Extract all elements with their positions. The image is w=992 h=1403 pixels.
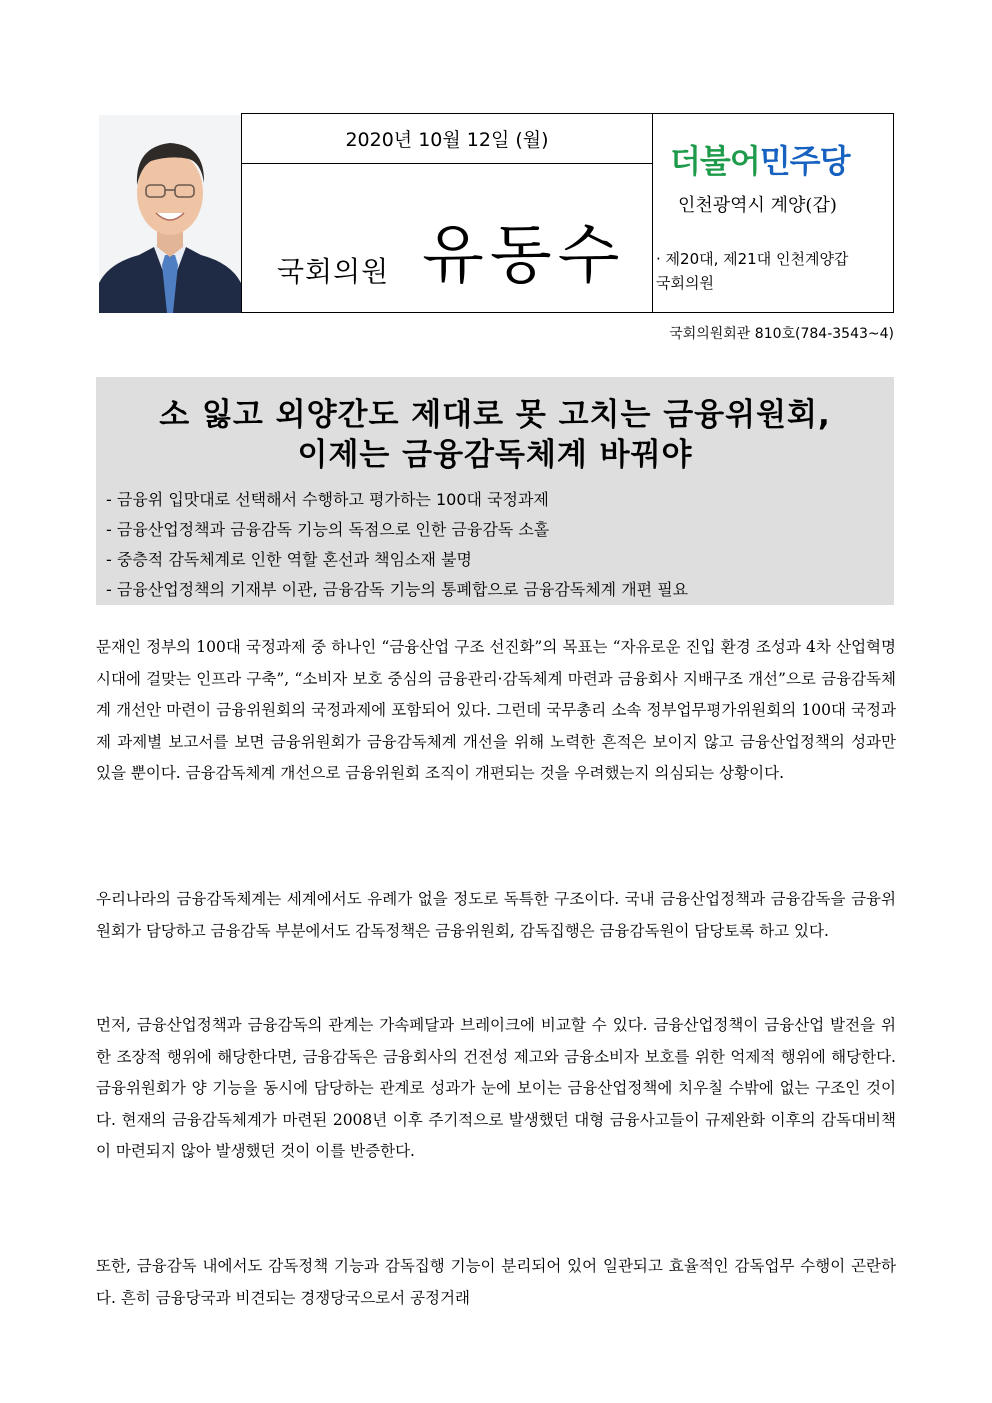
summary-bullet: - 금융산업정책과 금융감독 기능의 독점으로 인한 금융감독 소홀 [106, 520, 550, 539]
headline-title-line-1: 소 잃고 외양간도 제대로 못 고치는 금융위원회, [159, 397, 831, 433]
member-name-cell [242, 164, 653, 312]
release-date: 2020년 10월 12일 (월) [242, 114, 653, 164]
member-label: 국회의원 [277, 255, 390, 288]
career-line-2: 국회의원 [656, 274, 714, 292]
headline-title-line-2: 이제는 금융감독체계 바꿔야 [297, 437, 693, 473]
summary-bullet: - 금융위 입맛대로 선택해서 수행하고 평가하는 100대 국정과제 [106, 490, 549, 509]
career-line-1: · 제20대, 제21대 인천계양갑 [656, 250, 849, 268]
office-contact: 국회의원회관 810호(784-3543~4) [669, 326, 894, 342]
party-logo [670, 136, 850, 182]
headline-box [96, 377, 894, 605]
summary-bullet: - 중층적 감독체계로 인한 역할 혼선과 책임소재 불명 [106, 550, 472, 569]
party-logo-text-2: 민주당 [759, 142, 850, 180]
member-name: 유동수 [422, 219, 626, 293]
party-logo-text-1: 더불어 [670, 142, 760, 180]
summary-bullets [106, 485, 688, 605]
body-paragraph-1: 문재인 정부의 100대 국정과제 중 하나인 “금융산업 구조 선진화”의 목표는 “자유로운 진입 환경 조성과 4차 산업혁명 시대에 걸맞는 인프라 구축”, “소비자 보호 중심의 금융관리·감독체계 마련과 금융회사 지배구조 개선”으로 금융감독체계 개선안 마련이 금융위원회의 국정과제에 포함되어 있다. 그런데 국무총리 소속 정부업무평가위원회의 100대 국정과제 과제별 보고서를 보면 금융위원회가 금융감독체계 개선을 위해 노력한 흔적은 보이지 않고 금융산업정책의 성과만 있을 뿐이다. 금융감독체계 개선으로 금융위원회 조직이 개편되는 것을 우려했는지 의심되는 상황이다. [96, 638, 896, 782]
member-portrait-photo [99, 115, 241, 313]
member-career [656, 247, 892, 295]
district-label: 인천광역시 계양(갑) [678, 195, 837, 216]
press-release-header [241, 113, 894, 313]
portrait-illustration [99, 115, 241, 313]
body-paragraph-3: 먼저, 금융산업정책과 금융감독의 관계는 가속페달과 브레이크에 비교할 수 있다. 금융산업정책이 금융산업 발전을 위한 조장적 행위에 해당한다면, 금융감독은 금융회사의 건전성 제고와 금융소비자 보호를 위한 억제적 행위에 해당한다. 금융위원회가 양 기능을 동시에 담당하는 관계로 성과가 눈에 보이는 금융산업정책에 치우칠 수밖에 없는 구조인 것이다. 현재의 금융감독체계가 마련된 2008년 이후 주기적으로 발생했던 대형 금융사고들이 규제완화 이후의 감독대비책이 마련되지 않아 발생했던 것이 이를 반증한다. [96, 1016, 896, 1160]
body-paragraph-4: 또한, 금융감독 내에서도 감독정책 기능과 감독집행 기능이 분리되어 있어 일관되고 효율적인 감독업무 수행이 곤란하다. 흔히 금융당국과 비견되는 경쟁당국으로서 공정거래 [96, 1257, 896, 1307]
body-paragraph-2: 우리나라의 금융감독체계는 세계에서도 유례가 없을 정도로 독특한 구조이다. 국내 금융산업정책과 금융감독을 금융위원회가 담당하고 금융감독 부분에서도 감독정책은 금융위원회, 감독집행은 금융감독원이 담당토록 하고 있다. [96, 890, 896, 940]
summary-bullet: - 금융산업정책의 기재부 이관, 금융감독 기능의 통폐합으로 금융감독체계 개편 필요 [106, 580, 689, 599]
